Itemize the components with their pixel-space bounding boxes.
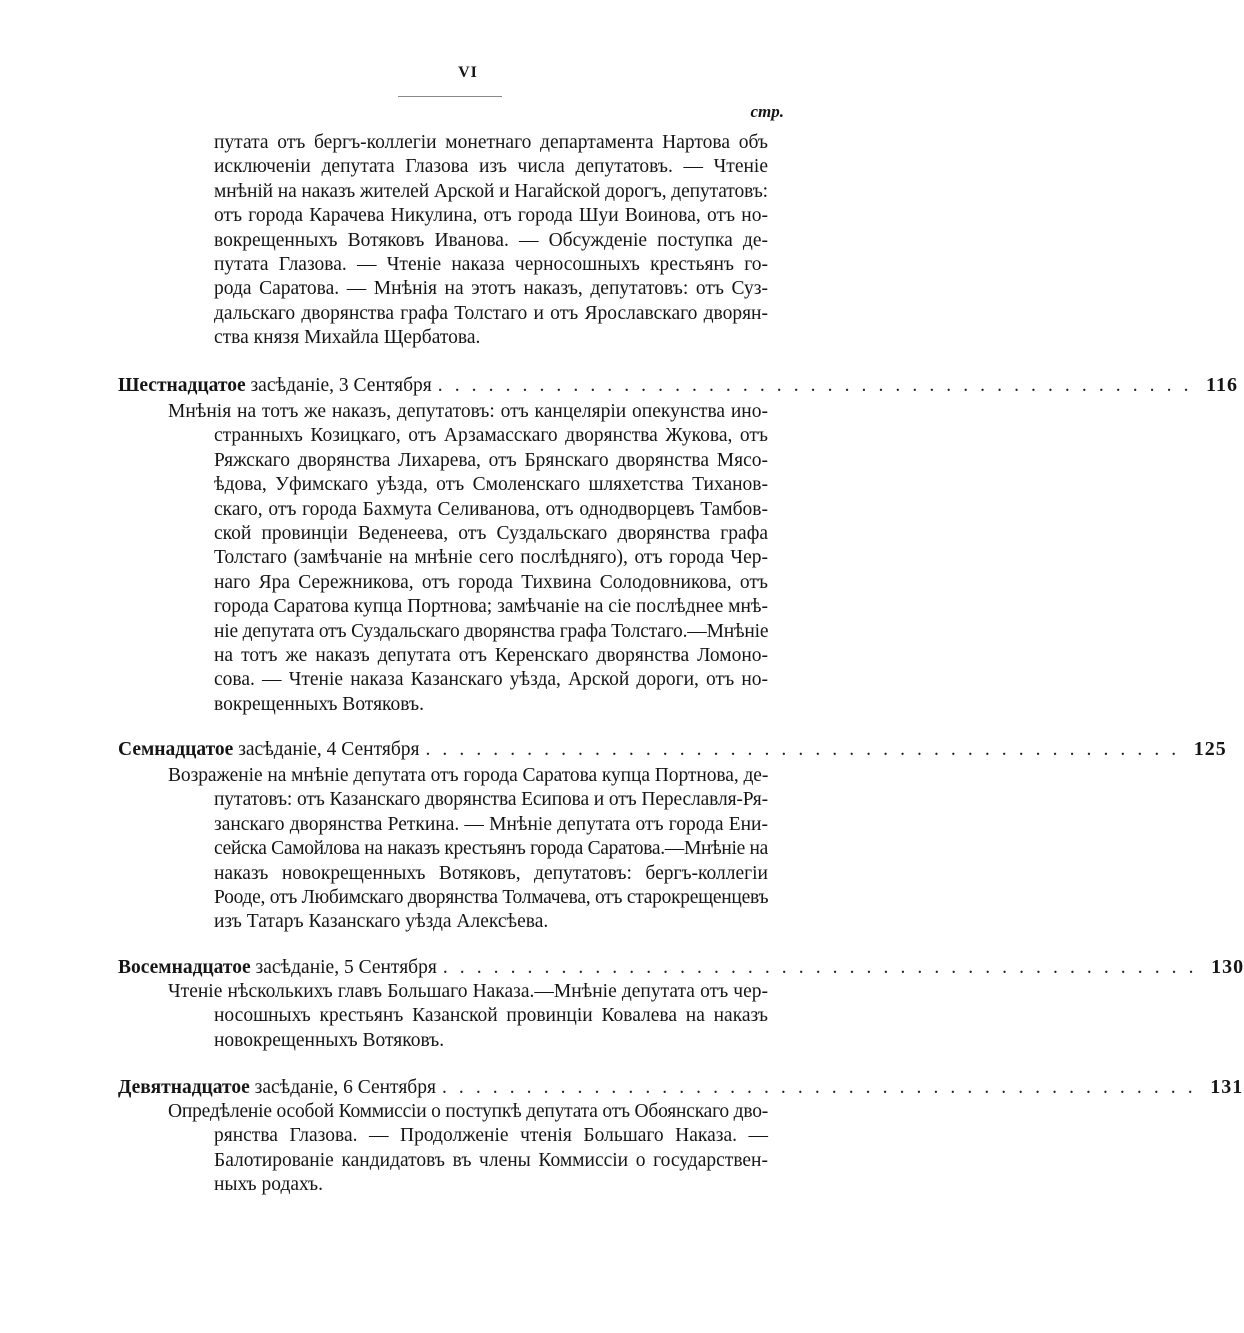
toc-entry-heading xyxy=(118,1074,1244,1100)
entry-title-date: засѣданіе, 6 Сентября xyxy=(249,1077,436,1098)
text-line: сейска Самойлова на наказъ крестьянъ города Саратова.—Мнѣніе на xyxy=(214,838,768,860)
text-line: рода Саратова. — Мнѣнія на этотъ наказъ, депутатовъ: отъ Суз- xyxy=(214,278,768,300)
text-line: ства князя Михайла Щербатова. xyxy=(214,327,481,349)
dot-leader: . . . . . . . . . . . . . . . . . . . . . . . . . . . . . . . . . . . . . . . . . . . . . xyxy=(425,739,1180,760)
entry-title-date: засѣданіе, 5 Сентября xyxy=(250,957,437,978)
entry-description xyxy=(168,1100,768,1198)
text-line: занскаго дворянства Реткина. — Мнѣніе депутата отъ города Ени- xyxy=(214,813,768,835)
text-line: города Саратова купца Портнова; замѣчаніе на сіе послѣднее мнѣ- xyxy=(214,596,768,618)
text-line: путата Глазова. — Чтеніе наказа черносошныхъ крестьянъ го- xyxy=(214,254,768,276)
text-line: Балотированіе кандидатовъ въ члены Коммиссіи о государствен- xyxy=(214,1149,768,1171)
entry-title xyxy=(118,1075,436,1101)
entry-title-number: Шестнадцатое xyxy=(118,375,246,396)
text-line: новокрещенныхъ Вотяковъ. xyxy=(214,1029,445,1051)
text-line: ніе депутата отъ Суздальскаго дворянства графа Толстаго.—Мнѣніе xyxy=(214,620,769,642)
toc-entry-heading xyxy=(118,736,1227,762)
entry-title-number: Восемнадцатое xyxy=(118,957,251,978)
entry-title xyxy=(118,955,437,981)
text-line: Чтеніе нѣсколькихъ главъ Большаго Наказа.—Мнѣніе депутата отъ чер- xyxy=(168,981,768,1002)
text-line: вокрещенныхъ Вотяковъ. xyxy=(214,693,424,715)
dot-leader: . . . . . . . . . . . . . . . . . . . . . . . . . . . . . . . . . . . . . . . . . . . . . xyxy=(441,1077,1197,1098)
text-line: вокрещенныхъ Вотяковъ Иванова. — Обсужденіе поступка де- xyxy=(214,229,768,251)
text-line: носошныхъ крестьянъ Казанской провинціи Ковалева на наказъ xyxy=(214,1005,768,1027)
text-line: Возраженіе на мнѣніе депутата отъ города Саратова купца Портнова, де- xyxy=(168,765,769,786)
page-number-rule xyxy=(398,96,502,97)
toc-entry-heading xyxy=(118,954,1244,980)
text-line: Толстаго (замѣчаніе на мнѣніе сего послѣдняго), отъ города Чер- xyxy=(214,547,768,569)
text-line: сова. — Чтеніе наказа Казанскаго уѣзда, Арской дороги, отъ но- xyxy=(214,669,768,691)
text-line: Ряжскаго дворянства Лихарева, отъ Брянскаго дворянства Мясо- xyxy=(214,449,768,471)
text-line: странныхъ Козицкаго, отъ Арзамасскаго дворянства Жукова, отъ xyxy=(214,425,768,447)
entry-title-date: засѣданіе, 4 Сентября xyxy=(233,739,420,760)
text-line: на тотъ же наказъ депутата отъ Керенскаго дворянства Ломоно- xyxy=(214,645,768,667)
entry-title-number: Девятнадцатое xyxy=(118,1077,250,1098)
text-line: наго Яра Сережникова, отъ города Тихвина Солодовникова, отъ xyxy=(214,571,768,593)
entry-title-number: Семнадцатое xyxy=(118,739,234,760)
text-line: изъ Татаръ Казанскаго уѣзда Алексѣева. xyxy=(214,911,549,933)
text-line: наказъ новокрещенныхъ Вотяковъ, депутатовъ: бергъ-коллегіи xyxy=(214,862,768,884)
text-line: мнѣній на наказъ жителей Арской и Нагайской дорогъ, депутатовъ: xyxy=(214,180,768,202)
text-line: исключеніи депутата Глазова изъ числа депутатовъ. — Чтеніе xyxy=(214,156,768,178)
text-line: ныхъ родахъ. xyxy=(214,1174,323,1196)
page-number: VI xyxy=(458,64,478,81)
text-line: Опредѣленіе особой Коммиссіи о поступкѣ депутата отъ Обоянскаго дво- xyxy=(168,1101,769,1122)
entry-page-number: 116 xyxy=(1206,374,1238,396)
continuation-paragraph xyxy=(214,131,768,351)
toc-entry-heading xyxy=(118,372,1238,398)
entry-page-number: 131 xyxy=(1210,1076,1244,1098)
text-line: путата отъ бергъ-коллегіи монетнаго департамента Нартова объ xyxy=(214,132,768,153)
text-line: рянства Глазова. — Продолженіе чтенія Большаго Наказа. — xyxy=(214,1125,768,1147)
entry-description xyxy=(168,980,768,1053)
text-line: ѣдова, Уфимскаго уѣзда, отъ Смоленскаго шляхетства Тиханов- xyxy=(214,474,768,496)
entry-title xyxy=(118,373,432,399)
text-line: путатовъ: отъ Казанскаго дворянства Есипова и отъ Переславля-Ря- xyxy=(214,789,768,811)
dot-leader: . . . . . . . . . . . . . . . . . . . . . . . . . . . . . . . . . . . . . . . . . . . . . xyxy=(437,375,1193,396)
entry-description xyxy=(168,764,768,935)
entry-description xyxy=(168,400,768,717)
text-line: отъ города Карачева Никулина, отъ города Шуи Воинова, отъ но- xyxy=(214,205,768,227)
text-line: скаго, отъ города Бахмута Селиванова, отъ однодворцевъ Тамбов- xyxy=(214,498,768,520)
text-line: Роодe, отъ Любимскаго дворянства Толмачева, отъ старокрещенцевъ xyxy=(214,887,769,909)
text-line: ской провинціи Веденеева, отъ Суздальскаго дворянства графа xyxy=(214,523,768,545)
text-line: дальскаго дворянства графа Толстаго и отъ Ярославскаго дворян- xyxy=(214,302,768,324)
entry-page-number: 130 xyxy=(1211,956,1244,978)
entry-page-number: 125 xyxy=(1193,738,1227,760)
dot-leader: . . . . . . . . . . . . . . . . . . . . . . . . . . . . . . . . . . . . . . . . . . . . . xyxy=(442,957,1198,978)
entry-title xyxy=(118,737,419,763)
entry-title-date: засѣданіе, 3 Сентября xyxy=(245,375,432,396)
page-column-header: стр. xyxy=(750,102,784,121)
text-line: Мнѣнія на тотъ же наказъ, депутатовъ: отъ канцеляріи опекунства ино- xyxy=(168,401,768,422)
